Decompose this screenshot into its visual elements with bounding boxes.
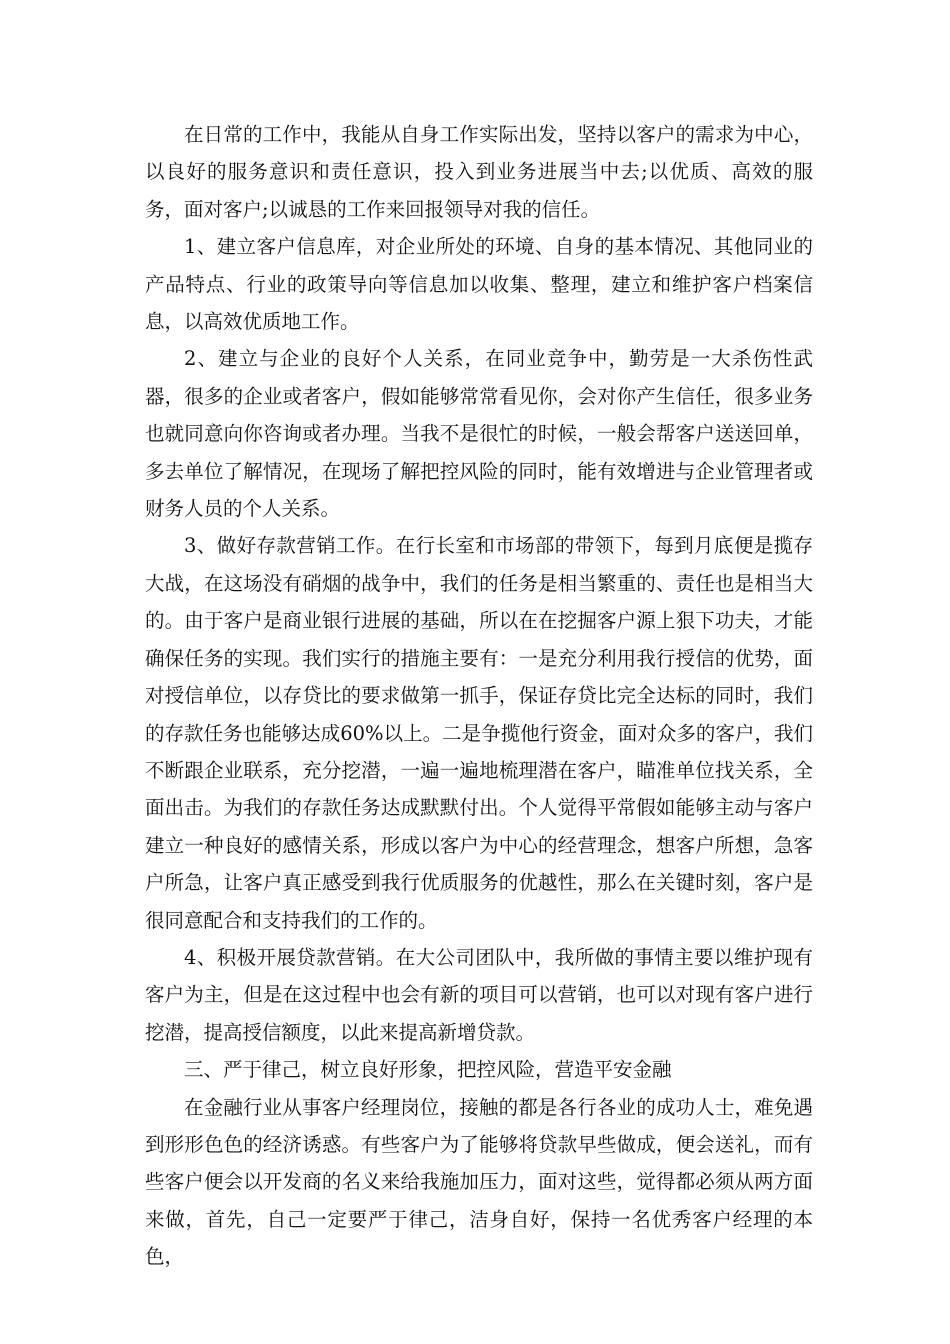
paragraph-section-3-body: 在金融行业从事客户经理岗位，接触的都是各行各业的成功人士，难免遇到形形色色的经济诱惑。有些客户为了能够将贷款早些做成，便会送礼，而有些客户便会以开发商的名义来给我施加压力，面对这些，觉得都必须从两方面来做，首先，自己一定要严于律己，洁身自好，保持一名优秀客户经理的本色， — [145, 1095, 813, 1269]
document-body — [145, 116, 813, 1276]
paragraph-item-2: 2、建立与企业的良好个人关系，在同业竞争中，勤劳是一大杀伤性武器，很多的企业或者客户，假如能够常常看见你，会对你产生信任，很多业务也就同意向你咨询或者办理。当我不是很忙的时候，一般会帮客户送送回单，多去单位了解情况，在现场了解把控风险的同时，能有效增进与企业管理者或财务人员的个人关系。 — [145, 347, 813, 521]
paragraph-item-3: 3、做好存款营销工作。在行长室和市场部的带领下，每到月底便是揽存大战，在这场没有硝烟的战争中，我们的任务是相当繁重的、责任也是相当大的。由于客户是商业银行进展的基础，所以在在挖掘客户源上狠下功夫，才能确保任务的实现。我们实行的措施主要有：一是充分利用我行授信的优势，面对授信单位，以存贷比的要求做第一抓手，保证存贷比完全达标的同时，我们的存款任务也能够达成60%以上。二是争揽他行资金，面对众多的客户，我们不断跟企业联系，充分挖潜，一遍一遍地梳理潜在客户，瞄准单位找关系，全面出击。为我们的存款任务达成默默付出。个人觉得平常假如能够主动与客户建立一种良好的感情关系，形成以客户为中心的经营理念，想客户所想，急客户所急，让客户真正感受到我行优质服务的优越性，那么在关键时刻，客户是很同意配合和支持我们的工作的。 — [145, 534, 813, 932]
paragraph-item-4: 4、积极开展贷款营销。在大公司团队中，我所做的事情主要以维护现有客户为主，但是在这过程中也会有新的项目可以营销，也可以对现有客户进行挖潜，提高授信额度，以此来提高新增贷款。 — [145, 945, 813, 1044]
section-heading-3: 三、严于律己，树立良好形象，把控风险，营造平安金融 — [184, 1058, 672, 1082]
paragraph-intro: 在日常的工作中，我能从自身工作实际出发，坚持以客户的需求为中心，以良好的服务意识和责任意识，投入到业务进展当中去;以优质、高效的服务，面对客户;以诚恳的工作来回报领导对我的信任。 — [145, 123, 813, 221]
paragraph-item-1: 1、建立客户信息库，对企业所处的环境、自身的基本情况、其他同业的产品特点、行业的政策导向等信息加以收集、整理，建立和维护客户档案信息，以高效优质地工作。 — [145, 235, 813, 334]
